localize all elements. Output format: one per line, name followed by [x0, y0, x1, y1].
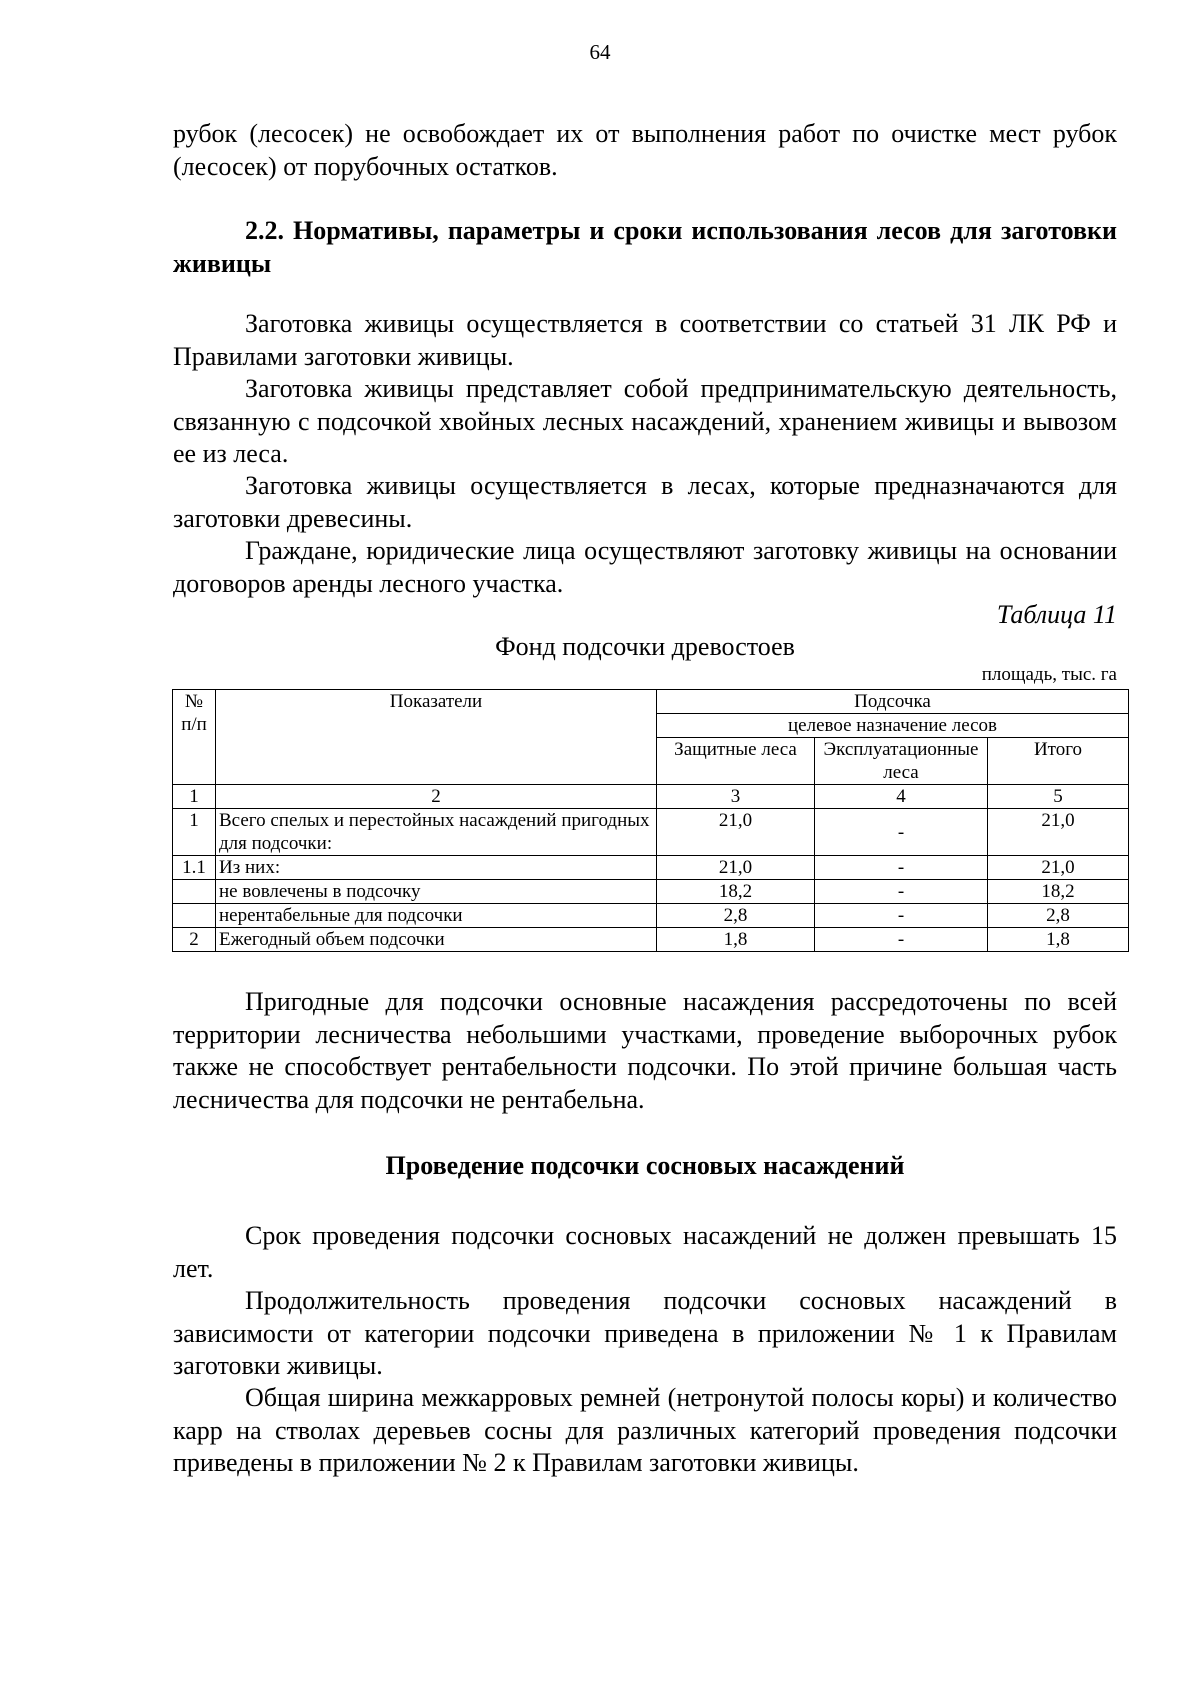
paragraph-4: Граждане, юридические лица осуществляют заготовку живицы на основании договоров аренды лесного участка.: [173, 536, 1117, 598]
column-number: 1: [173, 785, 216, 809]
row-num: 1.1: [173, 856, 216, 880]
row-total: 18,2: [988, 880, 1129, 904]
header-exploitation: Эксплуатационные леса: [815, 738, 988, 785]
row-num: 2: [173, 928, 216, 952]
row-name: Всего спелых и перестойных насаждений пригодных для подсочки:: [216, 809, 657, 856]
page-number: 64: [589, 40, 611, 64]
row-num: [173, 904, 216, 928]
section-heading: 2.2. Нормативы, параметры и сроки использования лесов для заготовки живицы: [173, 216, 1117, 278]
paragraph-2: Заготовка живицы представляет собой предпринимательскую деятельность, связанную с подсочкой хвойных лесных насаждений, хранением живицы и вывозом ее из леса.: [173, 374, 1117, 468]
table-row: [173, 809, 1129, 856]
table-title: Фонд подсочки древостоев: [495, 632, 795, 661]
header-num: № п/п: [173, 690, 216, 785]
row-exploitation: -: [815, 880, 988, 904]
row-name: Ежегодный объем подсочки: [216, 928, 657, 952]
paragraph-after-table: Пригодные для подсочки основные насаждения рассредоточены по всей территории лесничества небольшими участками, проведение выборочных рубок также не способствует рентабельности подсочки. По этой причине большая часть лесничества для подсочки не рентабельна.: [173, 987, 1117, 1114]
subheading: Проведение подсочки сосновых насаждений: [385, 1151, 905, 1180]
data-table: [172, 689, 1129, 952]
row-name: Из них:: [216, 856, 657, 880]
row-name: нерентабельные для подсочки: [216, 904, 657, 928]
row-protective: 18,2: [657, 880, 815, 904]
column-number: 3: [657, 785, 815, 809]
paragraph-7: Общая ширина межкарровых ремней (нетронутой полосы коры) и количество карр на стволах деревьев сосны для различных категорий проведения подсочки приведены в приложении № 2 к Правилам заготовки живицы.: [173, 1383, 1117, 1477]
row-name: не вовлечены в подсочку: [216, 880, 657, 904]
header-protective: Защитные леса: [657, 738, 815, 785]
row-num: 1: [173, 809, 216, 856]
row-total: 21,0: [988, 809, 1129, 856]
paragraph-6: Продолжительность проведения подсочки сосновых насаждений в зависимости от категории подсочки приведена в приложении № 1 к Правилам заготовки живицы.: [173, 1286, 1117, 1380]
column-number-row: [173, 785, 1129, 809]
row-total: 1,8: [988, 928, 1129, 952]
header-group: Подсочка: [657, 690, 1129, 714]
column-number: 5: [988, 785, 1129, 809]
intro-paragraph: рубок (лесосек) не освобождает их от выполнения работ по очистке мест рубок (лесосек) от порубочных остатков.: [173, 119, 1117, 181]
table-row: [173, 928, 1129, 952]
paragraph-1: Заготовка живицы осуществляется в соответствии со статьей 31 ЛК РФ и Правилами заготовки живицы.: [173, 309, 1117, 371]
row-total: 21,0: [988, 856, 1129, 880]
column-number: 4: [815, 785, 988, 809]
column-number: 2: [216, 785, 657, 809]
table-caption: Таблица 11: [996, 600, 1117, 629]
row-protective: 1,8: [657, 928, 815, 952]
header-indicators: Показатели: [216, 690, 657, 785]
row-exploitation: -: [815, 904, 988, 928]
row-exploitation: -: [815, 928, 988, 952]
row-protective: 2,8: [657, 904, 815, 928]
header-total: Итого: [988, 738, 1129, 785]
row-total: 2,8: [988, 904, 1129, 928]
paragraph-5: Срок проведения подсочки сосновых насаждений не должен превышать 15 лет.: [173, 1221, 1117, 1283]
header-subgroup: целевое назначение лесов: [657, 714, 1129, 738]
row-exploitation: -: [815, 809, 988, 856]
table-row: [173, 880, 1129, 904]
row-protective: 21,0: [657, 809, 815, 856]
table-unit: площадь, тыс. га: [981, 664, 1117, 685]
paragraph-3: Заготовка живицы осуществляется в лесах, которые предназначаются для заготовки древесины.: [173, 471, 1117, 533]
row-exploitation: -: [815, 856, 988, 880]
table-row: [173, 904, 1129, 928]
table-row: [173, 856, 1129, 880]
row-protective: 21,0: [657, 856, 815, 880]
row-num: [173, 880, 216, 904]
